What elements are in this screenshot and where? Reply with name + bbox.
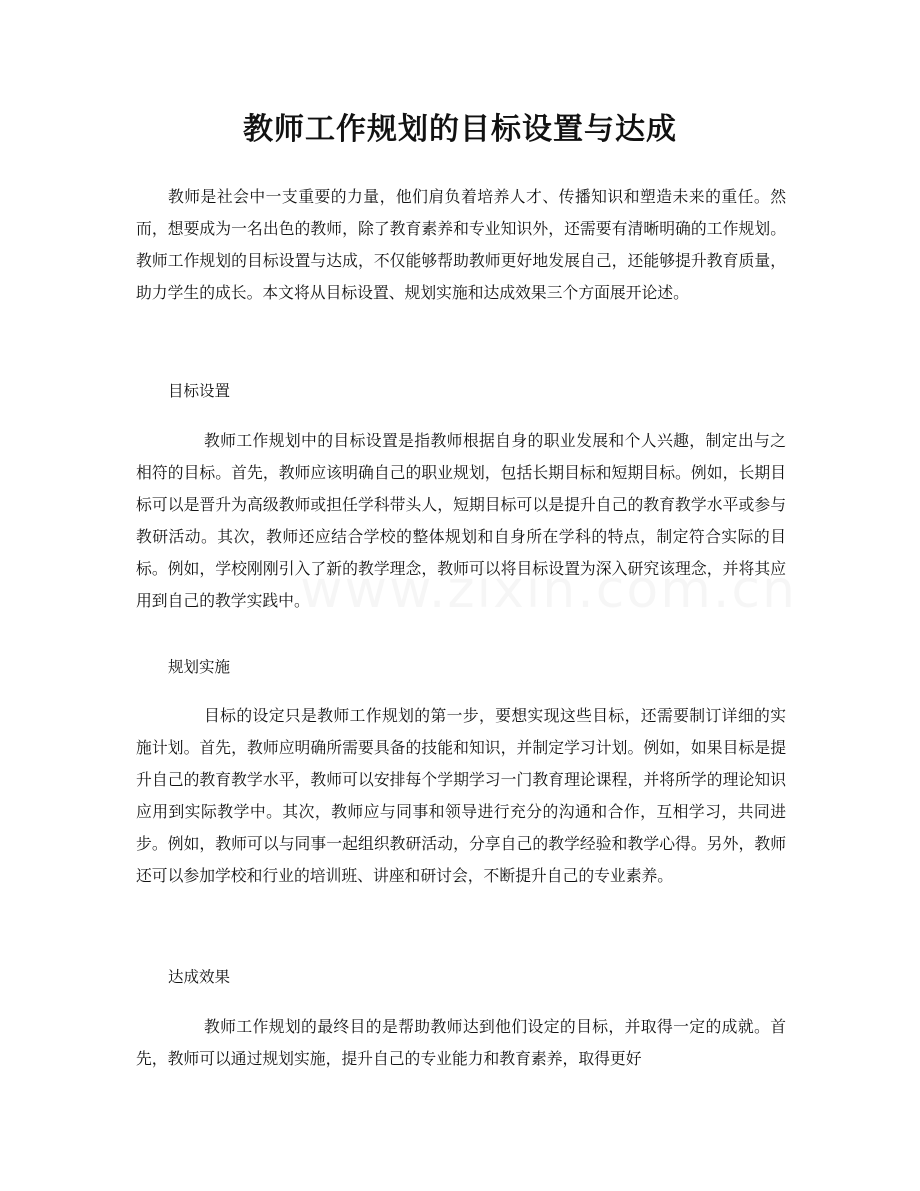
intro-paragraph: 教师是社会中一支重要的力量，他们肩负着培养人才、传播知识和塑造未来的重任。然而，想要成为一名出色的教师，除了教育素养和专业知识外，还需要有清晰明确的工作规划。教师工作规划的目标设置与达成，不仅能够帮助教师更好地发展自己，还能够提升教育质量，助力学生的成长。本文将从目标设置、规划实施和达成效果三个方面展开论述。 (136, 187, 786, 302)
section-paragraph-achievement: 教师工作规划的最终目的是帮助教师达到他们设定的目标，并取得一定的成就。首先，教师可以通过规划实施，提升自己的专业能力和教育素养，取得更好 (136, 1017, 786, 1068)
section-heading-goal-setting: 目标设置 (168, 382, 231, 400)
section-paragraph-plan-implementation: 目标的设定只是教师工作规划的第一步，要想实现这些目标，还需要制订详细的实施计划。首先，教师应明确所需要具备的技能和知识，并制定学习计划。例如，如果目标是提升自己的教育教学水平，教师可以安排每个学期学习一门教育理论课程，并将所学的理论知识应用到实际教学中。其次，教师应与同事和领导进行充分的沟通和合作，互相学习，共同进步。例如，教师可以与同事一起组织教研活动，分享自己的教学经验和教学心得。另外，教师还可以参加学校和行业的培训班、讲座和研讨会，不断提升自己的专业素养。 (136, 706, 786, 885)
section-paragraph-goal-setting: 教师工作规划中的目标设置是指教师根据自身的职业发展和个人兴趣，制定出与之相符的目标。首先，教师应该明确自己的职业规划，包括长期目标和短期目标。例如，长期目标可以是晋升为高级教师或担任学科带头人，短期目标可以是提升自己的教育教学水平或参与教研活动。其次，教师还应结合学校的整体规划和自身所在学科的特点，制定符合实际的目标。例如，学校刚刚引入了新的教学理念，教师可以将目标设置为深入研究该理念，并将其应用到自己的教学实践中。 (136, 431, 786, 610)
document-title: 教师工作规划的目标设置与达成 (243, 112, 677, 147)
section-heading-plan-implementation: 规划实施 (168, 658, 231, 676)
section-heading-achievement: 达成效果 (168, 968, 231, 986)
